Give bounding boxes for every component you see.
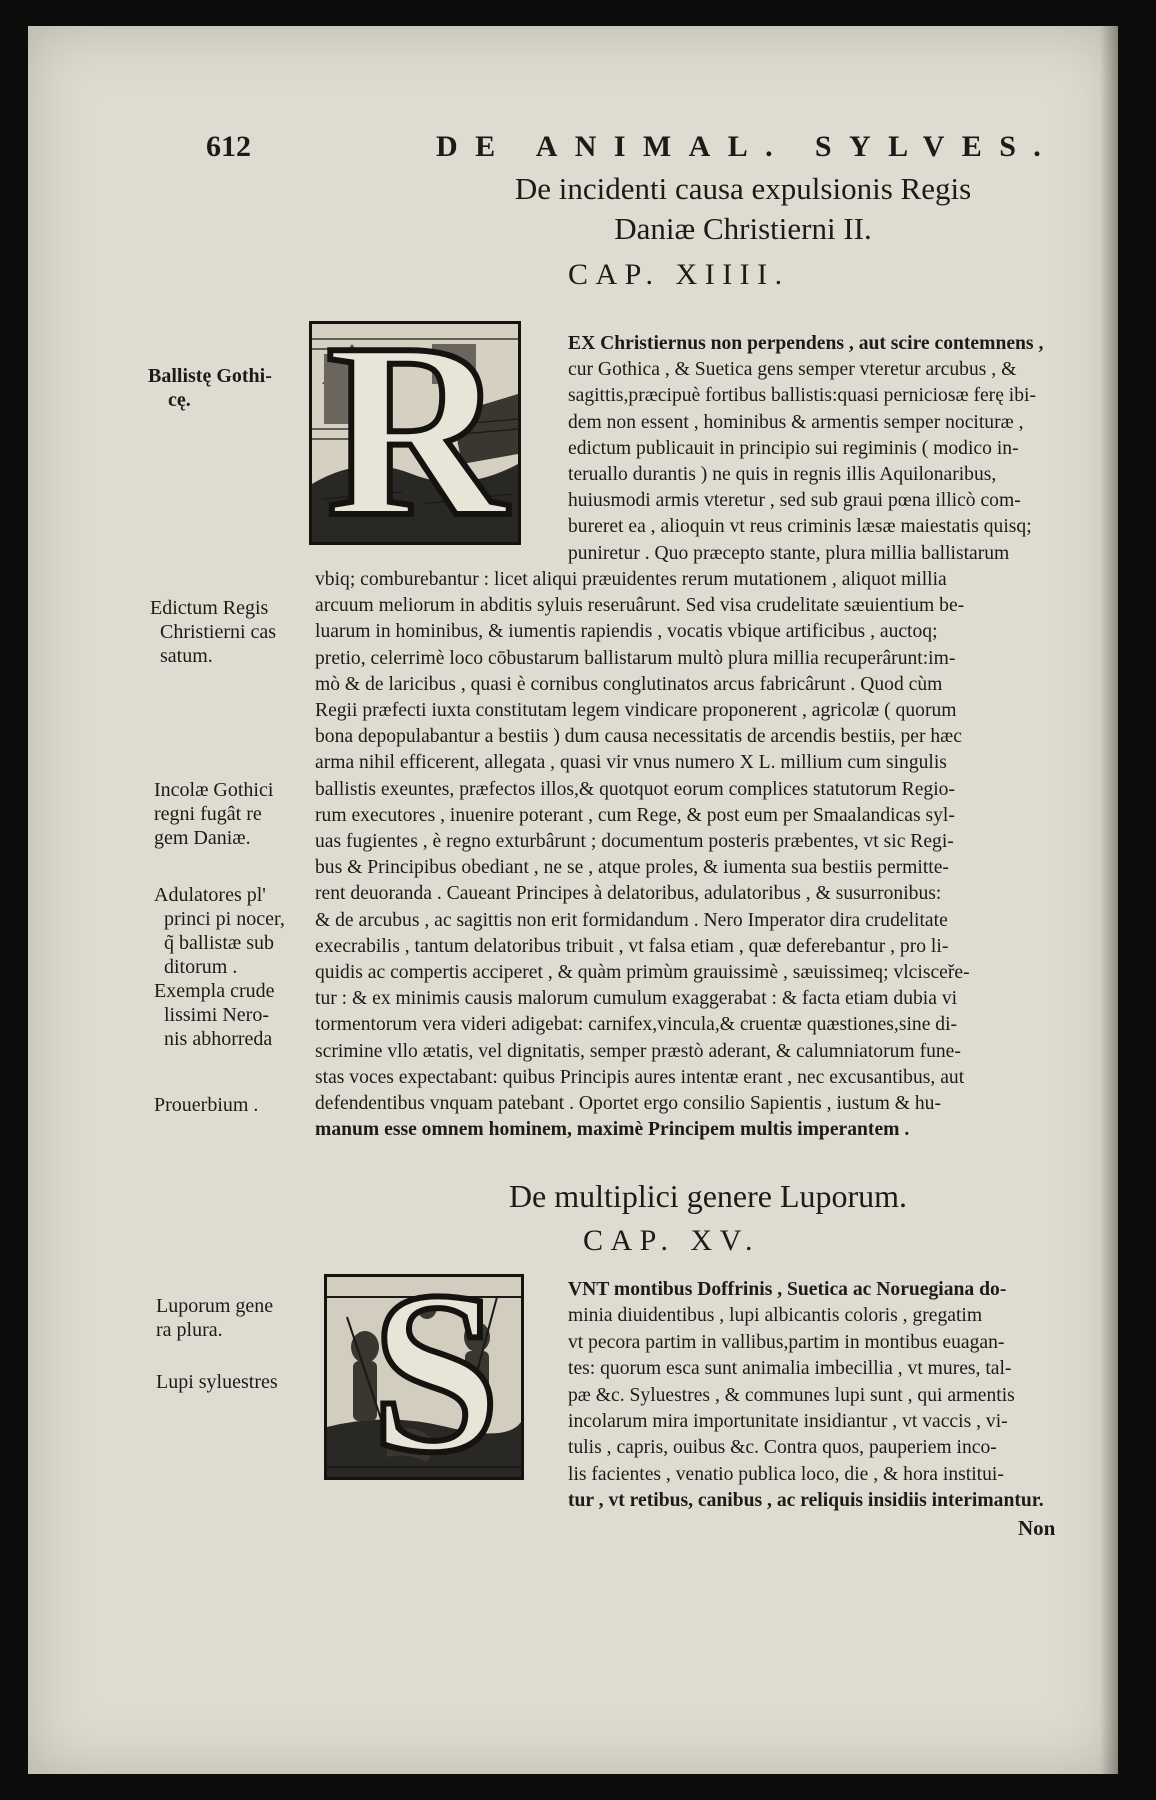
margin-note-line: Exempla crude: [154, 980, 275, 1002]
text-line: VNT montibus Doffrinis , Suetica ac Noruegiana do-: [568, 1279, 1007, 1300]
text-line: rent deuoranda . Caueant Principes à delatoribus, adulatoribus , & susurronibus:: [315, 883, 942, 905]
text-line: manum esse omnem hominem, maximè Principem multis imperantem .: [315, 1119, 910, 1141]
text-line: vt pecora partim in vallibus,partim in montibus euagan-: [568, 1331, 1005, 1353]
margin-note-line: Lupi syluestres: [156, 1371, 278, 1393]
margin-note-line: Incolæ Gothici: [154, 779, 274, 801]
text-line: scrimine vllo ætatis, vel dignitatis, semper præstò aderant, & calumniatorum fune-: [315, 1040, 961, 1062]
chapter14-cap: CAP. XIIII.: [568, 258, 790, 291]
margin-note-line: Prouerbium .: [154, 1094, 259, 1116]
text-line: arcuum meliorum in abditis syluis reseruârunt. Sed visa crudelitate sæuientium be-: [315, 595, 965, 617]
margin-note-line: q̃ ballistæ sub: [164, 932, 275, 954]
text-line: luarum in hominibus, & iumentis rapiendis , vocatis vbique artificibus , auctoq;: [315, 621, 938, 643]
text-line: sagittis,præcipuè fortibus ballistis:quasi perniciosæ ferę ibi-: [568, 385, 1036, 407]
margin-note-line: Christierni cas: [160, 621, 277, 643]
margin-note-line: gem Daniæ.: [154, 827, 251, 849]
text-line: Regii præfecti iuxta constitutam legem vindicare proponerent , agricolæ ( quorum: [315, 700, 957, 722]
margin-note-line: ra plura.: [156, 1319, 223, 1341]
text-line: tur , vt retibus, canibus , ac reliquis insidiis interimantur.: [568, 1490, 1044, 1512]
margin-note-line: cę.: [168, 389, 191, 411]
text-line: execrabilis , tantum delatoribus tribuit , vt falsa etiam , quæ deferebantur , pro li-: [315, 935, 949, 957]
text-line: puniretur . Quo præcepto stante, plura millia ballistarum: [568, 542, 1010, 564]
margin-note: [150, 596, 300, 668]
margin-note: [148, 364, 298, 412]
initial-s-letter: S: [371, 1274, 501, 1480]
text-line: tur : & ex minimis causis malorum cumulum exaggerabat : & facta etiam dubia vi: [315, 988, 958, 1010]
margin-note-line: nis abhorreda: [164, 1028, 273, 1050]
margin-note: [154, 778, 304, 850]
initial-s-woodcut: [324, 1274, 524, 1480]
text-line: stas voces expectabant: quibus Principis aures intentæ erant , nec excusantibus, aut: [315, 1066, 965, 1088]
text-line: ballistis exeuntes, præfectos illos,& quotquot eorum complices statutorum Regio-: [315, 778, 955, 800]
chapter14-text-full-width: [315, 567, 1118, 1143]
text-line: edictum publicauit in principio sui regiminis ( modico in-: [568, 437, 1019, 459]
text-line: bus & Principibus obediant , ne se , atque proles, & iumenta sua bestiis permitte-: [315, 857, 949, 879]
chapter14-text-beside-initial: [568, 331, 1118, 567]
margin-note-line: Edictum Regis: [150, 597, 269, 619]
text-line: minia diuidentibus , lupi albicantis coloris , gregatim: [568, 1305, 983, 1327]
catchword: Non: [1018, 1516, 1056, 1540]
margin-note-line: lissimi Nero-: [164, 1004, 269, 1026]
text-line: arma nihil efficerent, allegata , quasi vir vnus numero X L. millium cum singulis: [315, 752, 947, 774]
margin-note-line: Luporum gene: [156, 1295, 274, 1317]
margin-note-line: Adulatores pl': [154, 884, 266, 906]
text-line: pæ &c. Syluestres , & communes lupi sunt , qui armentis: [568, 1384, 1015, 1406]
text-line: cur Gothica , & Suetica gens semper vteretur arcubus , &: [568, 359, 1017, 381]
chapter14-title-line1: De incidenti causa expulsionis Regis: [514, 171, 972, 206]
book-page: [28, 26, 1118, 1774]
initial-r-letter: R: [326, 321, 507, 545]
text-line: huiusmodi armis vteretur , sed sub graui pœna illicò com-: [568, 490, 1021, 512]
text-line: dem non essent , hominibus & armentis semper nocituræ ,: [568, 411, 1024, 433]
text-line: defendentibus vnquam patebant . Oportet ergo consilio Sapientis , iustum & hu-: [315, 1093, 941, 1115]
text-line: & de arcubus , ac sagittis non erit formidandum . Nero Imperator dira crudelitate: [315, 909, 948, 931]
initial-r-woodcut: [309, 321, 521, 545]
running-head: DE ANIMAL. SYLVES.: [436, 130, 1059, 163]
chapter14-title-line2: Daniæ Christierni II.: [614, 211, 872, 246]
text-line: incolarum mira importunitate insidiantur , vt vaccis , vi-: [568, 1411, 1008, 1433]
text-line: lis facientes , venatio publica loco, die , & hora institui-: [568, 1463, 1004, 1485]
text-line: uas fugientes , è regno exturbârunt ; documentum posteris præbentes, vt sic Regi-: [315, 831, 954, 853]
text-line: tormentorum vera videri adigebat: carnifex,vincula,& cruentæ quæstiones,sine di-: [315, 1014, 958, 1036]
margin-note: [156, 1294, 306, 1342]
chapter15-title: De multiplici genere Luporum.: [508, 1178, 908, 1214]
chapter15-cap: CAP. XV.: [583, 1224, 760, 1257]
text-line: mò & de laricibus , quasi è cornibus conglutinatos arcus fabricârunt . Quod cùm: [315, 673, 943, 695]
text-line: bureret ea , alioquin vt reus criminis læsæ maiestatis quisq;: [568, 516, 1032, 538]
margin-note: [156, 1370, 306, 1394]
margin-note-line: ditorum .: [164, 956, 238, 978]
text-line: tes: quorum esca sunt animalia imbecillia , vt mures, tal-: [568, 1358, 1012, 1380]
margin-note: [154, 883, 304, 1051]
margin-note-line: regni fugât re: [154, 803, 262, 825]
margin-note-line: satum.: [160, 645, 213, 667]
text-line: teruallo durantis ) ne quis in regnis illis Aquilonaribus,: [568, 464, 997, 486]
page-number: 612: [206, 130, 251, 163]
chapter15-text: [568, 1277, 1118, 1515]
text-line: quidis ac compertis acciperet , & quàm primùm grauissimè , sæuissimeq; vlcisceře-: [315, 962, 970, 984]
text-line: EX Christiernus non perpendens , aut scire contemnens ,: [568, 333, 1044, 354]
text-line: rum executores , inuenire poterant , cum Rege, & post eum per Smaalandicas syl-: [315, 804, 955, 826]
margin-note-line: Ballistę Gothi-: [148, 365, 272, 387]
text-line: vbiq; comburebantur : licet aliqui præuidentes rerum mutationem , aliquot millia: [315, 569, 947, 590]
text-line: bona depopulabantur a bestiis ) dum causa necessitatis de arcendis bestiis, per hæc: [315, 726, 962, 748]
margin-note: [154, 1093, 304, 1117]
text-line: tulis , capris, ouibus &c. Contra quos, pauperiem inco-: [568, 1437, 997, 1459]
margin-note-line: princi pi nocer,: [164, 908, 285, 930]
text-line: pretio, celerrimè loco cōbustarum ballistarum multò plura millia recuperârunt:im-: [315, 647, 956, 669]
